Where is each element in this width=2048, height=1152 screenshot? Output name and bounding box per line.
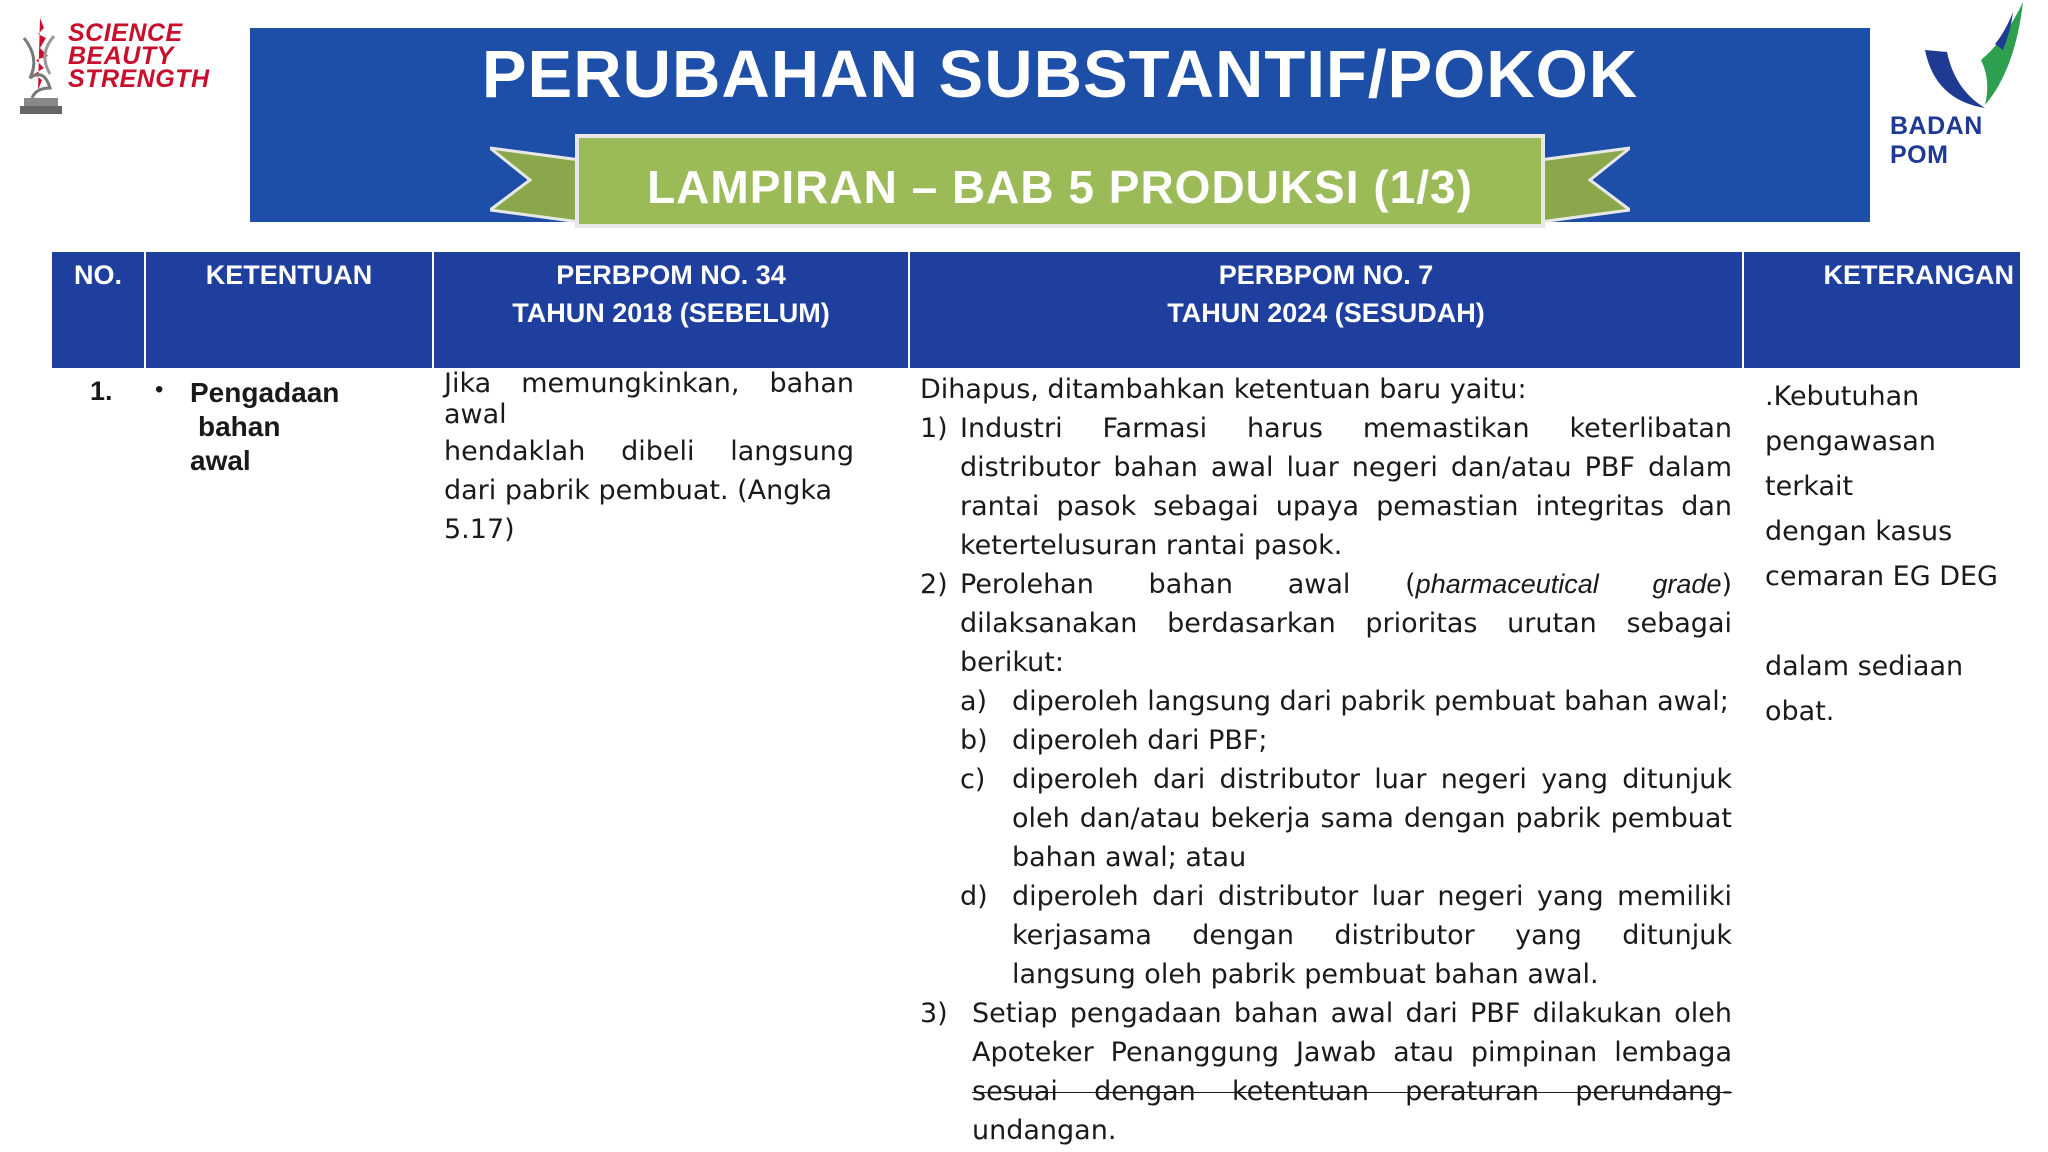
keterangan-line: cemaran EG DEG (1765, 561, 1998, 592)
list-line: berikut: (960, 647, 1064, 678)
sub-list-line: oleh dan/atau bekerja sama dengan pabrik pembuat (1012, 803, 1732, 834)
ketentuan-line: Pengadaan (190, 377, 340, 408)
header-sebelum (434, 252, 908, 368)
keterangan-line: obat. (1765, 696, 1835, 727)
sub-list-letter: b) (960, 725, 988, 756)
list-line: ketertelusuran rantai pasok. (960, 530, 1343, 561)
sebelum-line: awal (444, 399, 507, 430)
list-line: Apoteker Penanggung Jawab atau pimpinan lembaga (972, 1037, 1732, 1068)
sebelum-word: Jika (444, 368, 492, 399)
header-sesudah (910, 252, 1742, 368)
header-sesudah-line2: TAHUN 2024 (SESUDAH) (1167, 298, 1485, 328)
keterangan-cell (1765, 374, 2005, 734)
italic-term: pharmaceutical grade (1415, 569, 1722, 599)
page-subtitle: LAMPIRAN – BAB 5 PRODUKSI (1/3) (647, 161, 1473, 213)
header-ketentuan: KETENTUAN (205, 260, 373, 290)
slogan-beauty: BEAUTY (68, 42, 174, 70)
sesudah-intro: Dihapus, ditambahkan ketentuan baru yaitu: (920, 374, 1527, 405)
slogan-strength: STRENGTH (68, 65, 210, 93)
sub-list-item (960, 760, 1732, 877)
list-line (960, 565, 1732, 604)
sub-list-letter: d) (960, 881, 988, 912)
sebelum-word: memungkinkan, (521, 368, 740, 399)
header-no: NO. (73, 260, 122, 290)
list-line: distributor bahan awal luar negeri dan/atau PBF dalam (960, 452, 1732, 483)
sub-list-line: diperoleh langsung dari pabrik pembuat bahan awal; (1012, 686, 1729, 717)
sub-list-line: diperoleh dari PBF; (1012, 725, 1268, 756)
sub-list-item (960, 682, 1732, 721)
list-text: ) (1721, 569, 1733, 600)
ketentuan-line: awal (190, 445, 251, 476)
ketentuan-line: bahan (198, 411, 281, 442)
slogan-science: SCIENCE (68, 19, 183, 47)
keterangan-line: pengawasan (1765, 426, 1936, 457)
header-sesudah-line1: PERBPOM NO. 7 (1218, 260, 1434, 290)
sub-list-line: kerjasama dengan distributor yang ditunjuk (1012, 920, 1732, 951)
list-line: Industri Farmasi harus memastikan keterlibatan (960, 413, 1732, 444)
trophy-figure-icon (10, 8, 70, 118)
keterangan-line: dalam sediaan (1765, 651, 1964, 682)
list-number: 1) (920, 413, 948, 444)
sebelum-line: 5.17) (444, 514, 515, 545)
header-keterangan: KETERANGAN (1823, 260, 2014, 290)
slogan-text (68, 19, 210, 93)
list-text: Perolehan bahan awal ( (960, 569, 1416, 600)
list-line: sesuai dengan ketentuan peraturan perundang- (972, 1076, 1732, 1107)
badan-pom-label: BADAN POM (1890, 112, 1983, 169)
sub-list-line: langsung oleh pabrik pembuat bahan awal. (1012, 959, 1599, 990)
sub-list-line: bahan awal; atau (1012, 842, 1247, 873)
list-item (920, 994, 1732, 1150)
sebelum-line: hendaklah dibeli langsung (444, 436, 854, 467)
list-number: 2) (920, 569, 948, 600)
list-line: dilaksanakan berdasarkan prioritas urutan sebagai (960, 608, 1732, 639)
sub-list-item (960, 877, 1732, 994)
science-beauty-strength-logo (10, 8, 225, 118)
sub-list-line: diperoleh dari distributor luar negeri yang memiliki (1012, 881, 1732, 912)
sebelum-line (444, 370, 854, 398)
sebelum-word: bahan (769, 368, 854, 399)
list-item (920, 565, 1732, 682)
sub-list-item (960, 721, 1732, 760)
keterangan-line: terkait (1765, 471, 1854, 502)
list-number: 3) (920, 998, 948, 1029)
sebelum-cell (444, 370, 854, 549)
row-number: 1. (90, 376, 113, 406)
list-item (920, 409, 1732, 565)
list-line: rantai pasok sebagai upaya pemastian integritas dan (960, 491, 1732, 522)
keterangan-line: .Kebutuhan (1765, 381, 1920, 412)
sub-list-letter: a) (960, 686, 988, 717)
list-line: undangan. (972, 1115, 1117, 1146)
header-sebelum-line2: TAHUN 2018 (SEBELUM) (512, 298, 830, 328)
header-sebelum-line1: PERBPOM NO. 34 (556, 260, 786, 290)
sub-list-letter: c) (960, 764, 986, 795)
page-title: PERUBAHAN SUBSTANTIF/POKOK (481, 37, 1639, 112)
keterangan-spacer (1765, 599, 2005, 644)
bullet-icon: • (155, 376, 164, 403)
sebelum-line: dari pabrik pembuat. (Angka (444, 475, 833, 506)
sesudah-cell (920, 370, 1732, 1150)
sub-list-line: diperoleh dari distributor luar negeri yang ditunjuk (1012, 764, 1732, 795)
keterangan-line: dengan kasus (1765, 516, 1953, 547)
list-line: Setiap pengadaan bahan awal dari PBF dilakukan oleh (972, 998, 1732, 1029)
ketentuan-cell (190, 376, 390, 478)
